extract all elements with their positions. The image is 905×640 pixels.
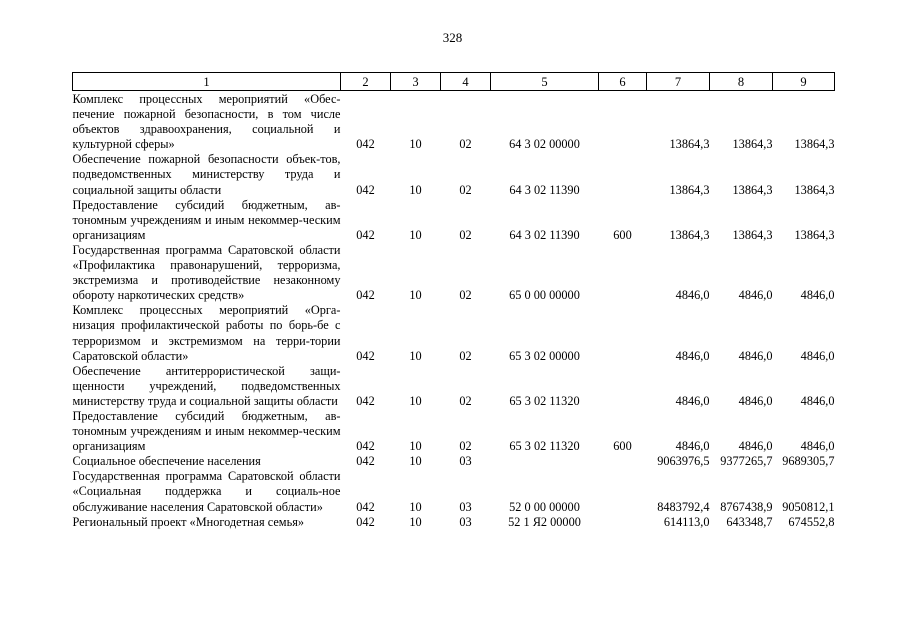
row-amount-year2: 8767438,9 <box>720 499 773 514</box>
row-section: 10 <box>409 288 422 303</box>
row-amount-year1: 13864,3 <box>669 137 710 152</box>
row-subsection: 02 <box>459 348 472 363</box>
column-header-5: 5 <box>491 73 599 91</box>
table-row <box>73 469 835 514</box>
row-target-code: 65 0 00 00000 <box>509 288 580 303</box>
row-amount-year3: 674552,8 <box>788 514 835 529</box>
row-chapter: 042 <box>356 182 375 197</box>
table-row <box>73 198 835 243</box>
row-expense-type <box>599 515 647 530</box>
row-amount-year3: 4846,0 <box>800 288 835 303</box>
table-header-row <box>73 73 835 91</box>
row-section: 10 <box>409 227 422 242</box>
row-name: Обеспечение антитеррористической защи-щенности учреждений, подведомственных министерству труда и социальной защиты области <box>72 363 341 408</box>
row-subsection: 02 <box>459 288 472 303</box>
row-expense-type <box>599 454 647 469</box>
row-target-code: 65 3 02 00000 <box>509 348 580 363</box>
column-header-7: 7 <box>647 73 710 91</box>
row-subsection: 02 <box>459 227 472 242</box>
table-row <box>73 303 835 363</box>
row-amount-year2: 13864,3 <box>732 182 773 197</box>
column-header-6: 6 <box>599 73 647 91</box>
table-row <box>73 364 835 409</box>
row-section: 10 <box>409 499 422 514</box>
row-amount-year1: 4846,0 <box>675 288 710 303</box>
row-expense-type <box>599 152 647 197</box>
row-amount-year1: 4846,0 <box>675 393 710 408</box>
row-amount-year3: 13864,3 <box>794 227 835 242</box>
row-amount-year3: 4846,0 <box>800 348 835 363</box>
row-amount-year1: 9063976,5 <box>657 454 710 469</box>
row-name: Социальное обеспечение населения <box>72 454 261 469</box>
row-section: 10 <box>409 137 422 152</box>
column-header-1: 1 <box>73 73 341 91</box>
row-expense-type <box>599 364 647 409</box>
row-amount-year2: 9377265,7 <box>720 454 773 469</box>
row-chapter: 042 <box>356 137 375 152</box>
row-amount-year1: 13864,3 <box>669 182 710 197</box>
row-amount-year3: 13864,3 <box>794 137 835 152</box>
table-row <box>73 243 835 303</box>
row-name: Региональный проект «Многодетная семья» <box>72 514 305 529</box>
row-amount-year2: 4846,0 <box>738 439 773 454</box>
table-row <box>73 92 835 152</box>
row-amount-year2: 13864,3 <box>732 227 773 242</box>
row-chapter: 042 <box>356 348 375 363</box>
row-section: 10 <box>409 348 422 363</box>
column-header-2: 2 <box>341 73 391 91</box>
row-name: Государственная программа Саратовской области «Социальная поддержка и социаль-ное обслуживание населения Саратовской области» <box>72 469 341 514</box>
row-name: Комплекс процессных мероприятий «Обес-печение пожарной безопасности, в том числе объектов здравоохранения, социальной и культурной сферы» <box>72 92 341 152</box>
table-row <box>73 454 835 469</box>
row-target-code: 64 3 02 00000 <box>509 137 580 152</box>
row-chapter: 042 <box>356 499 375 514</box>
row-target-code: 52 1 Я2 00000 <box>508 514 581 529</box>
row-name: Государственная программа Саратовской области «Профилактика правонарушений, терроризма, экстремизма и противодействие незаконному обороту наркотических средств» <box>72 242 341 303</box>
row-amount-year1: 614113,0 <box>663 514 710 529</box>
row-name: Предоставление субсидий бюджетным, ав-тономным учреждениям и иным некоммер-ческим организациям <box>72 408 341 454</box>
row-amount-year2: 4846,0 <box>738 288 773 303</box>
row-amount-year2: 4846,0 <box>738 348 773 363</box>
column-header-8: 8 <box>710 73 773 91</box>
table-row <box>73 409 835 454</box>
row-amount-year1: 4846,0 <box>675 348 710 363</box>
row-expense-type <box>599 469 647 514</box>
row-target-code: 65 3 02 11320 <box>509 439 580 454</box>
row-name: Комплекс процессных мероприятий «Орга-низация профилактической работы по борь-бе с терроризмом и экстремизмом на терри-тории Саратовской области» <box>72 303 341 363</box>
row-name: Обеспечение пожарной безопасности объек-тов, подведомственных министерству труда и социальной защиты области <box>72 152 341 197</box>
column-header-3: 3 <box>391 73 441 91</box>
table-header <box>73 73 835 91</box>
row-section: 10 <box>409 439 422 454</box>
row-amount-year2: 4846,0 <box>738 393 773 408</box>
row-chapter: 042 <box>356 227 375 242</box>
table-row <box>73 515 835 530</box>
row-target-code: 64 3 02 11390 <box>509 182 580 197</box>
row-amount-year1: 8483792,4 <box>657 499 710 514</box>
row-subsection: 03 <box>459 499 472 514</box>
row-amount-year1: 13864,3 <box>669 227 710 242</box>
row-expense-type <box>599 243 647 303</box>
row-amount-year3: 4846,0 <box>800 393 835 408</box>
table-body <box>73 91 835 530</box>
row-subsection: 02 <box>459 182 472 197</box>
row-chapter: 042 <box>356 288 375 303</box>
row-chapter: 042 <box>356 439 375 454</box>
row-amount-year3: 9050812,1 <box>782 499 835 514</box>
column-header-4: 4 <box>441 73 491 91</box>
row-subsection: 02 <box>459 439 472 454</box>
row-target-code: 65 3 02 11320 <box>509 393 580 408</box>
row-name: Предоставление субсидий бюджетным, ав-тономным учреждениям и иным некоммер-ческим организациям <box>72 197 341 242</box>
row-expense-type <box>599 92 647 152</box>
budget-table-container <box>72 72 834 530</box>
row-target-code: 52 0 00 00000 <box>509 499 580 514</box>
row-subsection: 03 <box>459 514 472 529</box>
row-section: 10 <box>409 514 422 529</box>
row-expense-type: 600 <box>613 439 632 454</box>
row-amount-year2: 643348,7 <box>726 514 773 529</box>
row-section: 10 <box>409 454 422 469</box>
row-section: 10 <box>409 393 422 408</box>
row-amount-year2: 13864,3 <box>732 137 773 152</box>
row-chapter: 042 <box>356 514 375 529</box>
row-section: 10 <box>409 182 422 197</box>
budget-table <box>72 72 835 530</box>
row-chapter: 042 <box>356 393 375 408</box>
row-chapter: 042 <box>356 454 375 469</box>
row-target-code: 64 3 02 11390 <box>509 227 580 242</box>
row-amount-year3: 9689305,7 <box>782 454 835 469</box>
row-subsection: 02 <box>459 137 472 152</box>
row-amount-year1: 4846,0 <box>675 439 710 454</box>
row-amount-year3: 4846,0 <box>800 439 835 454</box>
row-subsection: 03 <box>459 454 472 469</box>
row-expense-type: 600 <box>613 227 632 242</box>
row-subsection: 02 <box>459 393 472 408</box>
row-amount-year3: 13864,3 <box>794 182 835 197</box>
table-row <box>73 152 835 197</box>
row-target-code <box>491 454 599 469</box>
column-header-9: 9 <box>773 73 835 91</box>
row-expense-type <box>599 303 647 363</box>
page-number: 328 <box>442 30 463 45</box>
